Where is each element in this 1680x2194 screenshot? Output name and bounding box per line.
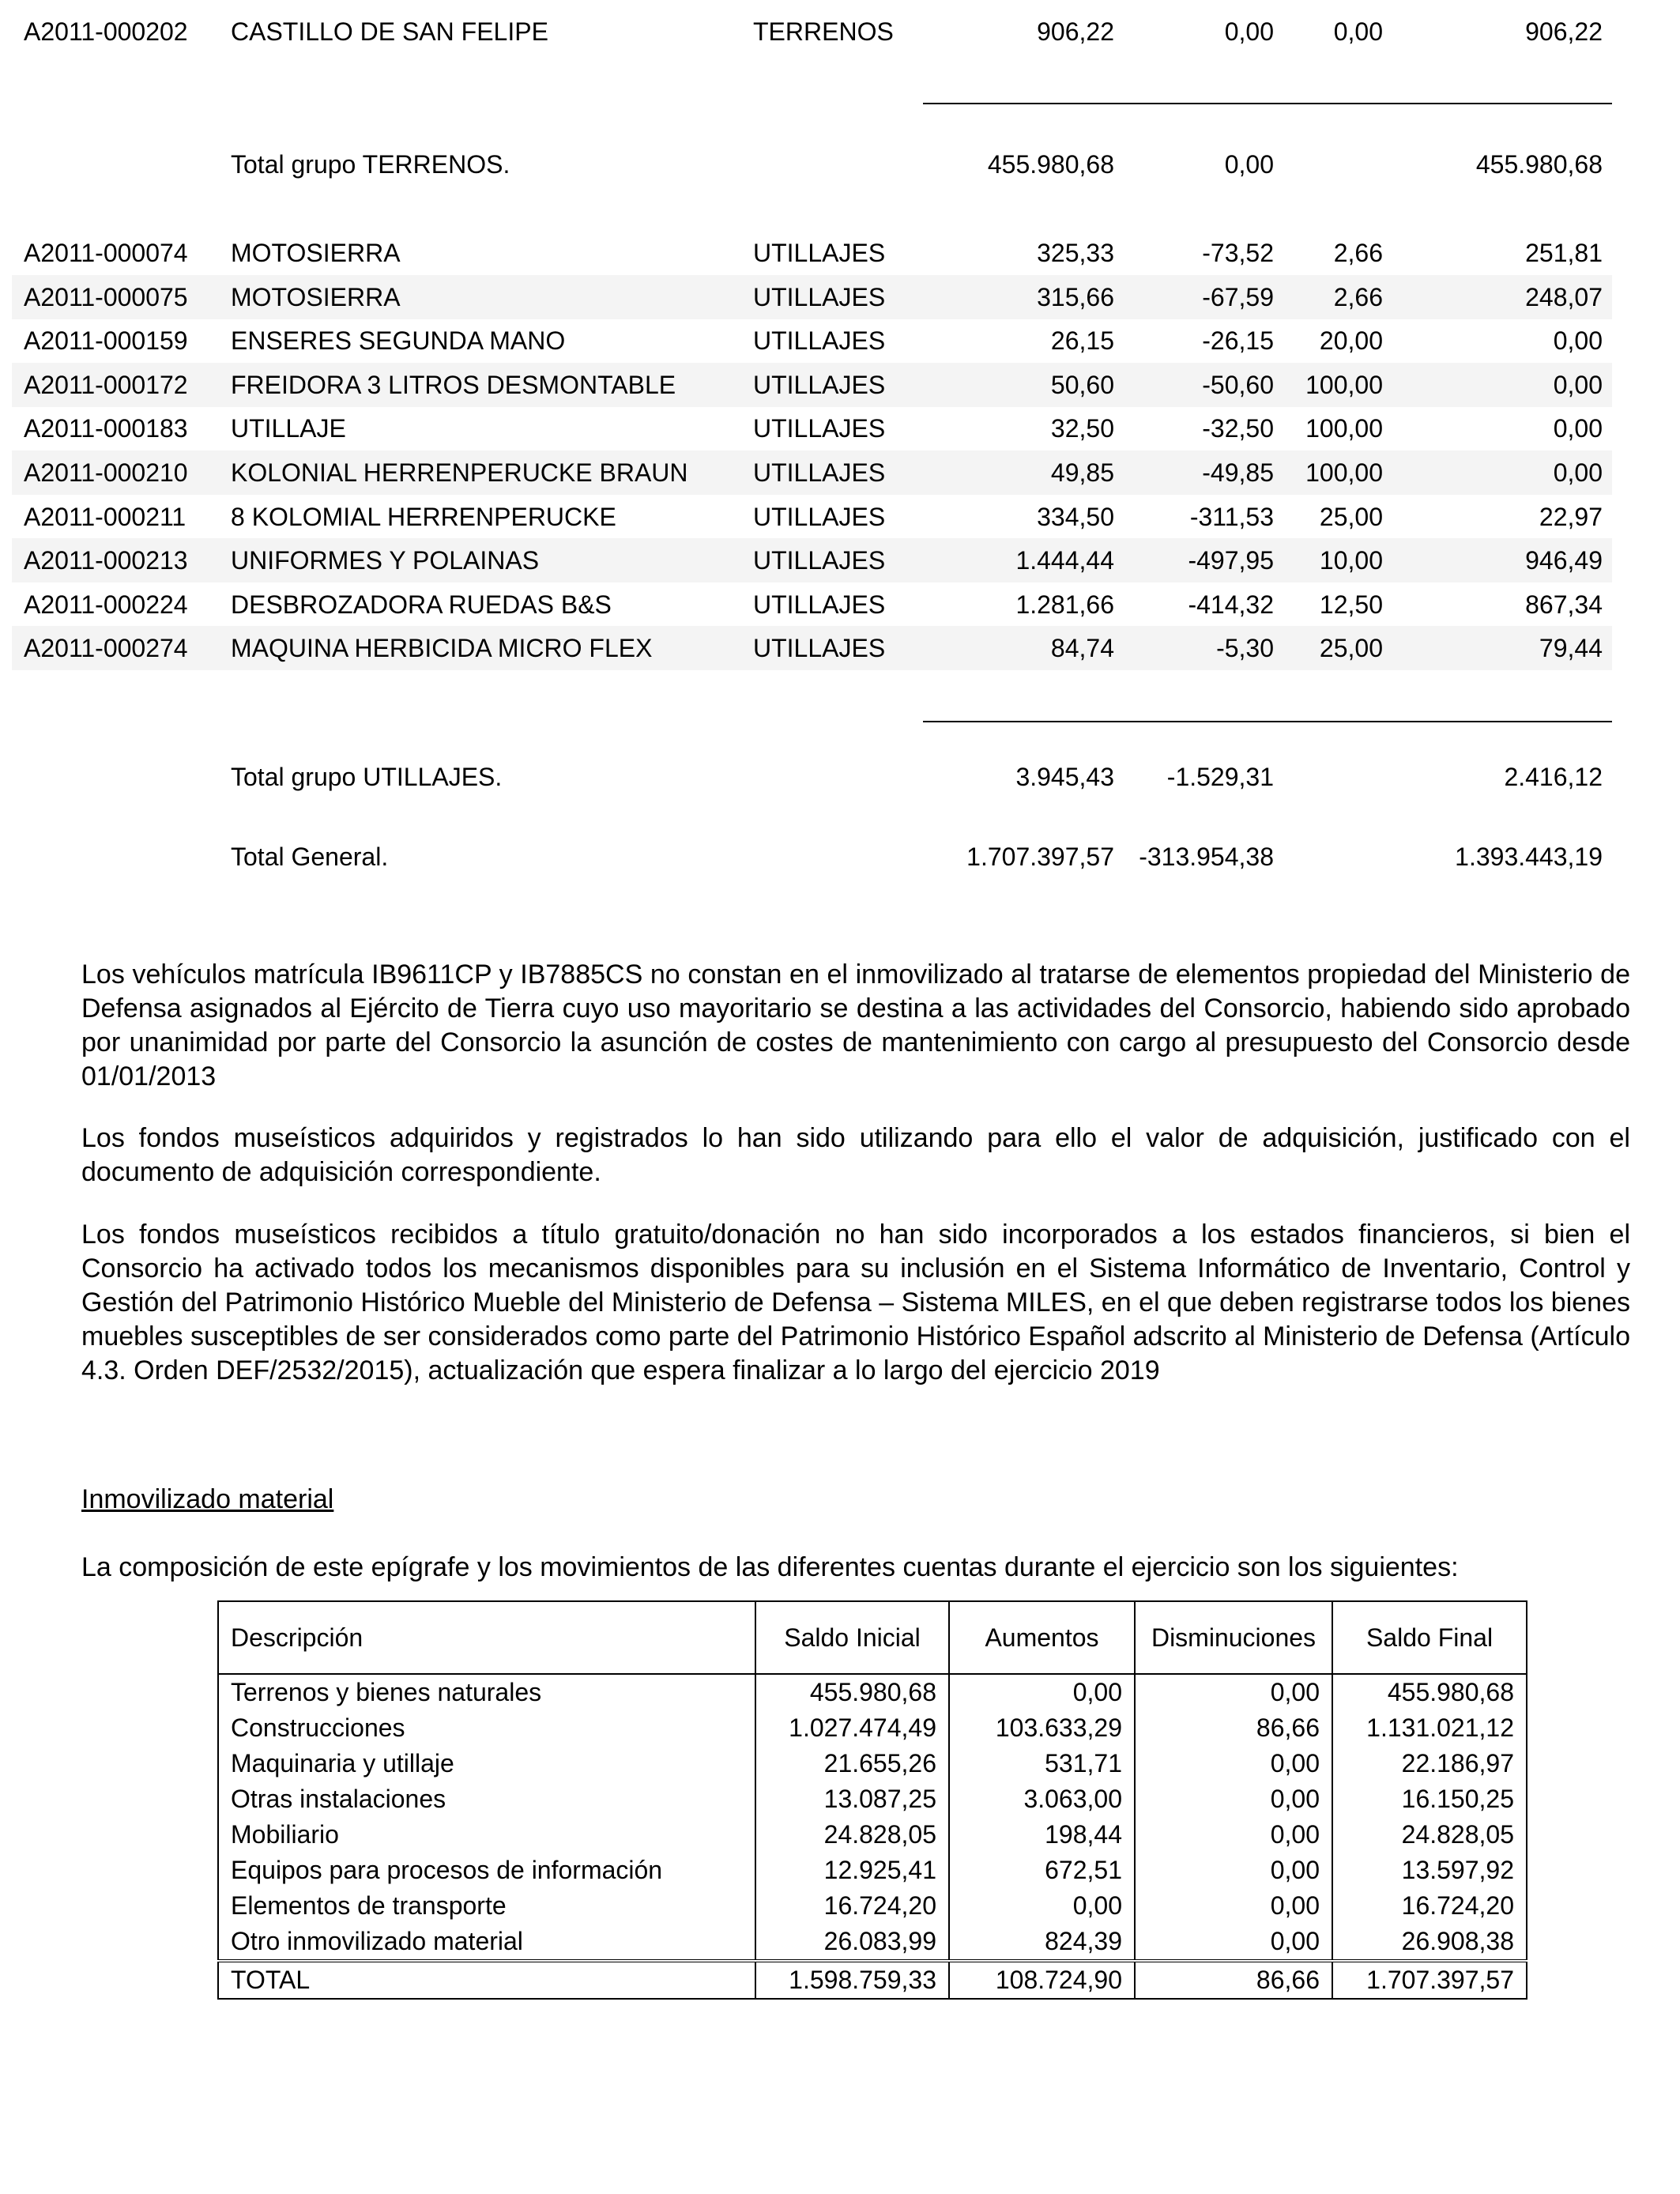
cell-increases: 0,00	[949, 1888, 1135, 1924]
cell-final: 16.150,25	[1332, 1781, 1527, 1817]
asset-description: UTILLAJE	[231, 414, 346, 443]
asset-group: UTILLAJES	[753, 370, 886, 399]
asset-net: 867,34	[1525, 590, 1603, 619]
total-increases: 108.724,90	[949, 1961, 1135, 1999]
asset-amortization: -32,50	[1202, 414, 1274, 443]
asset-row	[12, 406, 1612, 450]
cell-initial: 24.828,05	[755, 1817, 949, 1853]
asset-row	[12, 538, 1612, 582]
cell-final: 16.724,20	[1332, 1888, 1527, 1924]
asset-value: 1.281,66	[1015, 590, 1114, 619]
table-row	[218, 1888, 1527, 1924]
total-net: 455.980,68	[1475, 150, 1603, 179]
asset-amortization: -73,52	[1202, 239, 1274, 267]
table-total-row	[218, 1961, 1527, 1999]
cell-initial: 455.980,68	[755, 1674, 949, 1710]
asset-code: A2011-000213	[24, 546, 188, 575]
asset-amortization: -50,60	[1202, 370, 1274, 399]
total-amortization: -1.529,31	[1166, 763, 1274, 791]
table-row	[218, 1710, 1527, 1746]
asset-row	[12, 9, 1612, 54]
asset-amortization: -5,30	[1216, 634, 1274, 663]
cell-decreases: 0,00	[1135, 1888, 1332, 1924]
asset-value: 906,22	[1037, 17, 1114, 46]
cell-decreases: 0,00	[1135, 1924, 1332, 1961]
asset-value: 1.444,44	[1015, 546, 1114, 575]
cell-increases: 531,71	[949, 1746, 1135, 1781]
asset-row	[12, 363, 1612, 407]
total-description: TOTAL	[218, 1961, 755, 1999]
table-row	[218, 1746, 1527, 1781]
asset-net: 251,81	[1525, 239, 1603, 267]
cell-initial: 16.724,20	[755, 1888, 949, 1924]
cell-decreases: 0,00	[1135, 1781, 1332, 1817]
table-header-row	[218, 1601, 1527, 1674]
asset-code: A2011-000224	[24, 590, 188, 619]
asset-group: UTILLAJES	[753, 590, 886, 619]
total-decreases: 86,66	[1135, 1961, 1332, 1999]
asset-code: A2011-000210	[24, 458, 188, 487]
asset-description: DESBROZADORA RUEDAS B&S	[231, 590, 612, 619]
asset-code: A2011-000183	[24, 414, 188, 443]
table-row	[218, 1817, 1527, 1853]
asset-amortization: -49,85	[1202, 458, 1274, 487]
asset-code: A2011-000211	[24, 502, 186, 531]
cell-description: Otro inmovilizado material	[218, 1924, 755, 1961]
cell-decreases: 0,00	[1135, 1746, 1332, 1781]
table-row	[218, 1674, 1527, 1710]
cell-description: Equipos para procesos de información	[218, 1853, 755, 1888]
cell-decreases: 0,00	[1135, 1817, 1332, 1853]
asset-description: MOTOSIERRA	[231, 239, 401, 267]
asset-description: KOLONIAL HERRENPERUCKE BRAUN	[231, 458, 688, 487]
asset-amortization: -26,15	[1202, 326, 1274, 356]
asset-code: A2011-000075	[24, 282, 188, 311]
asset-row	[12, 319, 1612, 363]
asset-percent: 2,66	[1333, 282, 1383, 311]
asset-code: A2011-000202	[24, 17, 188, 46]
asset-value: 26,15	[1050, 326, 1114, 356]
asset-percent: 100,00	[1305, 370, 1383, 399]
asset-percent: 2,66	[1333, 239, 1383, 267]
cell-final: 26.908,38	[1332, 1924, 1527, 1961]
group-total-utillajes	[12, 755, 1612, 799]
header-increases: Aumentos	[949, 1601, 1135, 1674]
cell-increases: 0,00	[949, 1674, 1135, 1710]
header-initial: Saldo Inicial	[755, 1601, 949, 1674]
cell-description: Elementos de transporte	[218, 1888, 755, 1924]
cell-decreases: 0,00	[1135, 1853, 1332, 1888]
asset-value: 315,66	[1037, 282, 1114, 311]
asset-percent: 100,00	[1305, 458, 1383, 487]
total-net: 1.393.443,19	[1455, 843, 1603, 871]
asset-net: 0,00	[1553, 326, 1603, 356]
asset-value: 32,50	[1050, 414, 1114, 443]
asset-value: 334,50	[1037, 502, 1114, 531]
total-value: 455.980,68	[987, 150, 1114, 179]
cell-decreases: 0,00	[1135, 1674, 1332, 1710]
asset-percent: 100,00	[1305, 414, 1383, 443]
asset-row	[12, 582, 1612, 627]
cell-description: Construcciones	[218, 1710, 755, 1746]
asset-row	[12, 450, 1612, 495]
asset-net: 946,49	[1525, 546, 1603, 575]
asset-percent: 10,00	[1319, 546, 1383, 575]
total-divider	[923, 103, 1612, 104]
total-label: Total General.	[231, 843, 389, 871]
asset-group: UTILLAJES	[753, 458, 886, 487]
asset-description: ENSERES SEGUNDA MANO	[231, 326, 566, 356]
asset-description: FREIDORA 3 LITROS DESMONTABLE	[231, 370, 676, 399]
asset-amortization: 0,00	[1224, 17, 1274, 46]
asset-value: 84,74	[1050, 634, 1114, 663]
asset-net: 79,44	[1539, 634, 1603, 663]
asset-row	[12, 626, 1612, 670]
asset-row	[12, 231, 1612, 275]
asset-net: 906,22	[1525, 17, 1603, 46]
asset-amortization: -414,32	[1188, 590, 1274, 619]
asset-net: 0,00	[1553, 370, 1603, 399]
total-net: 2.416,12	[1504, 763, 1603, 791]
total-value: 3.945,43	[1015, 763, 1114, 791]
asset-percent: 20,00	[1319, 326, 1383, 356]
asset-value: 50,60	[1050, 370, 1114, 399]
total-amortization: 0,00	[1224, 150, 1274, 179]
cell-increases: 198,44	[949, 1817, 1135, 1853]
cell-final: 1.131.021,12	[1332, 1710, 1527, 1746]
cell-description: Otras instalaciones	[218, 1781, 755, 1817]
asset-amortization: -67,59	[1202, 282, 1274, 311]
asset-percent: 25,00	[1319, 502, 1383, 531]
cell-increases: 103.633,29	[949, 1710, 1135, 1746]
paragraph-vehicles: Los vehículos matrícula IB9611CP y IB7885CS no constan en el inmovilizado al tratarse de elementos propiedad del Ministerio de Defensa asignados al Ejército de Tierra cuyo uso mayoritario se destina a las actividades del Consorcio, habiendo sido aprobado por unanimidad por parte del Consorcio la asunción de costes de mantenimiento con cargo al presupuesto del Consorcio desde 01/01/2013	[81, 959, 1630, 1091]
asset-group: UTILLAJES	[753, 546, 886, 575]
cell-description: Mobiliario	[218, 1817, 755, 1853]
asset-row	[12, 275, 1612, 319]
section-heading: Inmovilizado material	[81, 1484, 334, 1514]
cell-final: 455.980,68	[1332, 1674, 1527, 1710]
cell-increases: 824,39	[949, 1924, 1135, 1961]
asset-code: A2011-000159	[24, 326, 188, 356]
total-divider	[923, 721, 1612, 722]
asset-group: UTILLAJES	[753, 414, 886, 443]
paragraph-donated-funds: Los fondos museísticos recibidos a título gratuito/donación no han sido incorporados a los estados financieros, si bien el Consorcio ha activado todos los mecanismos disponibles para su inclusión en el Sistema Informático de Inventario, Control y Gestión del Patrimonio Histórico Mueble del Ministerio de Defensa – Sistema MILES, en el que deben registrarse todos los bienes muebles susceptibles de ser considerados como parte del Patrimonio Histórico Español adscrito al Ministerio de Defensa (Artículo 4.3. Orden DEF/2532/2015), actualización que espera finalizar a lo largo del ejercicio 2019	[81, 1220, 1630, 1385]
total-amortization: -313.954,38	[1139, 843, 1274, 871]
total-value: 1.707.397,57	[966, 843, 1114, 871]
asset-percent: 25,00	[1319, 634, 1383, 663]
asset-row	[12, 495, 1612, 539]
asset-value: 325,33	[1037, 239, 1114, 267]
paragraph-acquired-funds: Los fondos museísticos adquiridos y registrados lo han sido utilizando para ello el valor de adquisición, justificado con el documento de adquisición correspondiente.	[81, 1123, 1630, 1187]
header-description: Descripción	[218, 1601, 755, 1674]
header-decreases: Disminuciones	[1135, 1601, 1332, 1674]
header-final: Saldo Final	[1332, 1601, 1527, 1674]
table-row	[218, 1853, 1527, 1888]
cell-description: Terrenos y bienes naturales	[218, 1674, 755, 1710]
cell-increases: 672,51	[949, 1853, 1135, 1888]
asset-description: MAQUINA HERBICIDA MICRO FLEX	[231, 634, 653, 663]
asset-group: UTILLAJES	[753, 239, 886, 267]
asset-net: 0,00	[1553, 458, 1603, 487]
cell-initial: 26.083,99	[755, 1924, 949, 1961]
asset-net: 248,07	[1525, 282, 1603, 311]
cell-final: 13.597,92	[1332, 1853, 1527, 1888]
cell-initial: 13.087,25	[755, 1781, 949, 1817]
total-final: 1.707.397,57	[1332, 1961, 1527, 1999]
asset-description: UNIFORMES Y POLAINAS	[231, 546, 540, 575]
total-general	[12, 835, 1612, 879]
cell-initial: 12.925,41	[755, 1853, 949, 1888]
asset-group: UTILLAJES	[753, 634, 886, 663]
asset-net: 22,97	[1539, 502, 1603, 531]
asset-code: A2011-000172	[24, 370, 188, 399]
total-label: Total grupo TERRENOS.	[231, 150, 510, 179]
asset-net: 0,00	[1553, 414, 1603, 443]
asset-value: 49,85	[1050, 458, 1114, 487]
section-intro: La composición de este epígrafe y los movimientos de las diferentes cuentas durante el ejercicio son los siguientes:	[81, 1552, 1459, 1582]
table-row	[218, 1924, 1527, 1961]
cell-initial: 21.655,26	[755, 1746, 949, 1781]
asset-group: TERRENOS	[753, 17, 894, 46]
cell-initial: 1.027.474,49	[755, 1710, 949, 1746]
asset-description: MOTOSIERRA	[231, 282, 401, 311]
total-initial: 1.598.759,33	[755, 1961, 949, 1999]
total-label: Total grupo UTILLAJES.	[231, 763, 503, 791]
asset-description: CASTILLO DE SAN FELIPE	[231, 17, 548, 46]
asset-group: UTILLAJES	[753, 282, 886, 311]
asset-code: A2011-000274	[24, 634, 188, 663]
cell-description: Maquinaria y utillaje	[218, 1746, 755, 1781]
fixed-assets-table	[217, 1600, 1527, 2000]
cell-final: 22.186,97	[1332, 1746, 1527, 1781]
asset-description: 8 KOLOMIAL HERRENPERUCKE	[231, 502, 616, 531]
table-body	[218, 1674, 1527, 1961]
asset-group: UTILLAJES	[753, 502, 886, 531]
asset-amortization: -311,53	[1189, 502, 1274, 531]
asset-code: A2011-000074	[24, 239, 188, 267]
asset-percent: 0,00	[1333, 17, 1383, 46]
cell-increases: 3.063,00	[949, 1781, 1135, 1817]
group-total-terrenos	[12, 142, 1612, 187]
asset-group: UTILLAJES	[753, 326, 886, 356]
table-row	[218, 1781, 1527, 1817]
cell-decreases: 86,66	[1135, 1710, 1332, 1746]
asset-percent: 12,50	[1319, 590, 1383, 619]
asset-amortization: -497,95	[1188, 546, 1274, 575]
cell-final: 24.828,05	[1332, 1817, 1527, 1853]
